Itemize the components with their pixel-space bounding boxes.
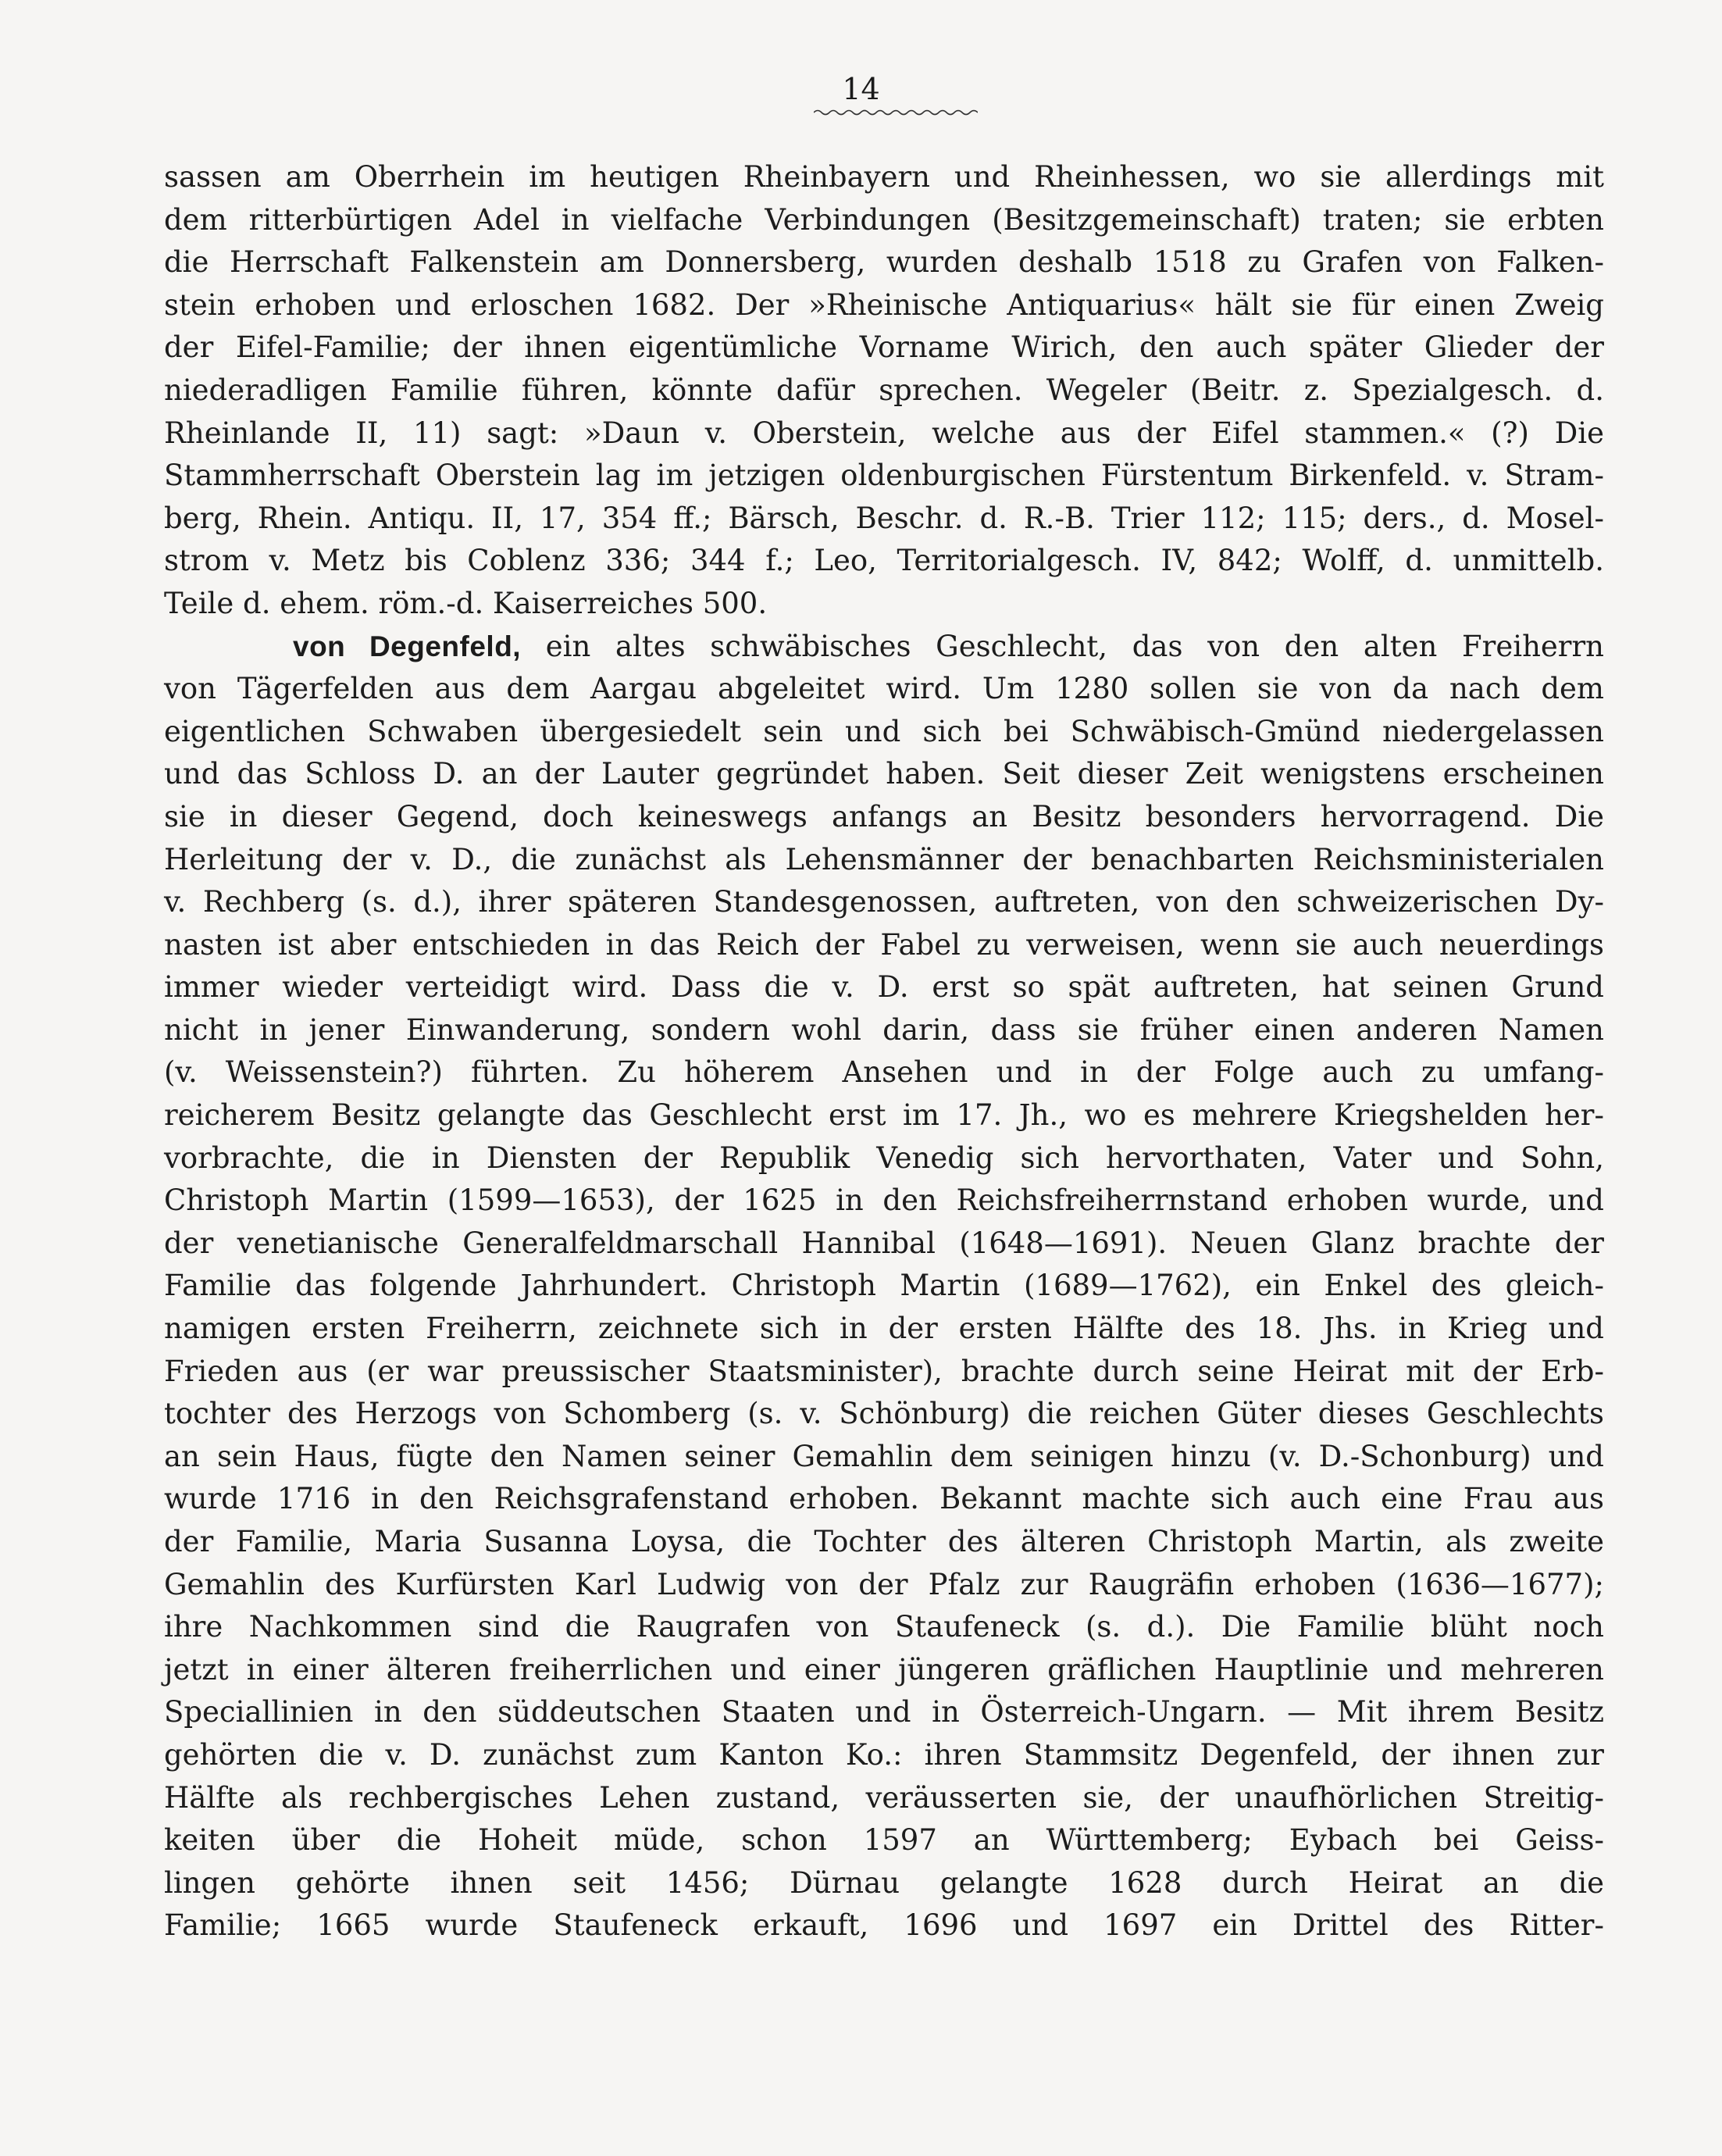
text-line: namigen ersten Freiherrn, zeichnete sich in der ersten Hälfte des 18. Jhs. in Krieg und — [164, 1312, 1604, 1346]
text-line: und das Schloss D. an der Lauter gegründet haben. Seit dieser Zeit wenigstens erscheinen — [164, 757, 1604, 791]
text-line: die Herrschaft Falkenstein am Donnersberg, wurden deshalb 1518 zu Grafen von Falken- — [164, 245, 1604, 280]
text-line: jetzt in einer älteren freiherrlichen und einer jüngeren gräflichen Hauptlinie und mehreren — [164, 1652, 1604, 1687]
text-line: dem ritterbürtigen Adel in vielfache Verbindungen (Besitzgemeinschaft) traten; sie erbten — [164, 202, 1604, 237]
entry-first-line — [164, 626, 1604, 669]
text-line: Hälfte als rechbergisches Lehen zustand, veräusserten sie, der unaufhörlichen Streitig- — [164, 1780, 1604, 1815]
text-line: Herleitung der v. D., die zunächst als Lehensmänner der benachbarten Reichsministerialen — [164, 842, 1604, 876]
text-line: Frieden aus (er war preussischer Staatsminister), brachte durch seine Heirat mit der Erb- — [164, 1354, 1604, 1388]
page-number: 14 — [842, 72, 880, 106]
entry-lemma: von Degenfeld, — [293, 630, 522, 662]
text-line: sassen am Oberrhein im heutigen Rheinbayern und Rheinhessen, wo sie allerdings mit — [164, 160, 1604, 194]
page-number-wavy-rule — [814, 108, 978, 117]
text-line: nasten ist aber entschieden in das Reich der Fabel zu verweisen, wenn sie auch neuerdings — [164, 927, 1604, 962]
text-line: stein erhoben und erloschen 1682. Der »Rheinische Antiquarius« hält sie für einen Zweig — [164, 287, 1604, 322]
text-line: reicherem Besitz gelangte das Geschlecht erst im 17. Jh., wo es mehrere Kriegshelden her- — [164, 1098, 1604, 1133]
text-line: v. Rechberg (s. d.), ihrer späteren Standesgenossen, auftreten, von den schweizerischen Dy- — [164, 885, 1604, 919]
body-text — [164, 156, 1604, 1947]
text-line: berg, Rhein. Antiqu. II, 17, 354 ff.; Bärsch, Beschr. d. R.-B. Trier 112; 115; ders., d. Mosel- — [164, 501, 1604, 535]
text-line: tochter des Herzogs von Schomberg (s. v. Schönburg) die reichen Güter dieses Geschlechts — [164, 1397, 1604, 1431]
text-line: keiten über die Hoheit müde, schon 1597 an Württemberg; Eybach bei Geiss- — [164, 1823, 1604, 1858]
text-line: Christoph Martin (1599—1653), der 1625 in den Reichsfreiherrnstand erhoben wurde, und — [164, 1183, 1604, 1218]
text-line: von Tägerfelden aus dem Aargau abgeleitet wird. Um 1280 sollen sie von da nach dem — [164, 672, 1604, 706]
text-line: Teile d. ehem. röm.-d. Kaiserreiches 500. — [164, 586, 768, 620]
text-line: Familie; 1665 wurde Staufeneck erkauft, 1696 und 1697 ein Drittel des Ritter- — [164, 1908, 1604, 1943]
text-line: nicht in jener Einwanderung, sondern wohl darin, dass sie früher einen anderen Namen — [164, 1012, 1604, 1047]
text-line: strom v. Metz bis Coblenz 336; 344 f.; Leo, Territorialgesch. IV, 842; Wolff, d. unmittelb. — [164, 544, 1604, 578]
text-line: Rheinlande II, 11) sagt: »Daun v. Oberstein, welche aus der Eifel stammen.« (?) Die — [164, 416, 1604, 450]
text-line: Stammherrschaft Oberstein lag im jetzigen oldenburgischen Fürstentum Birkenfeld. v. Stram- — [164, 459, 1604, 493]
text-line: immer wieder verteidigt wird. Dass die v. D. erst so spät auftreten, hat seinen Grund — [164, 970, 1604, 1005]
text-line: (v. Weissenstein?) führten. Zu höherem Ansehen und in der Folge auch zu umfang- — [164, 1055, 1604, 1090]
text-line: an sein Haus, fügte den Namen seiner Gemahlin dem seinigen hinzu (v. D.-Schonburg) und — [164, 1439, 1604, 1473]
text-line: Speciallinien in den süddeutschen Staaten und in Österreich-Ungarn. — Mit ihrem Besitz — [164, 1695, 1604, 1729]
text-line: Gemahlin des Kurfürsten Karl Ludwig von der Pfalz zur Raugräfin erhoben (1636—1677); — [164, 1567, 1604, 1601]
text-line: wurde 1716 in den Reichsgrafenstand erhoben. Bekannt machte sich auch eine Frau aus — [164, 1482, 1604, 1516]
text-line: vorbrachte, die in Diensten der Republik Venedig sich hervorthaten, Vater und Sohn, — [164, 1140, 1604, 1175]
text-line: der Familie, Maria Susanna Loysa, die Tochter des älteren Christoph Martin, als zweite — [164, 1525, 1604, 1558]
text-line: der venetianische Generalfeldmarschall Hannibal (1648—1691). Neuen Glanz brachte der — [164, 1226, 1604, 1260]
text-line: eigentlichen Schwaben übergesiedelt sein und sich bei Schwäbisch-Gmünd niedergelassen — [164, 714, 1604, 748]
text-line: Familie das folgende Jahrhundert. Christoph Martin (1689—1762), ein Enkel des gleich- — [164, 1269, 1604, 1303]
text-line: der Eifel-Familie; der ihnen eigentümliche Vorname Wirich, den auch später Glieder der — [164, 330, 1604, 365]
text-line: sie in dieser Gegend, doch keineswegs anfangs an Besitz besonders hervorragend. Die — [164, 799, 1604, 833]
entry-first-line-text: ein altes schwäbisches Geschlecht, das von den alten Freiherrn — [545, 629, 1604, 663]
text-line: ihre Nachkommen sind die Raugrafen von Staufeneck (s. d.). Die Familie blüht noch — [164, 1610, 1604, 1644]
text-line: lingen gehörte ihnen seit 1456; Dürnau gelangte 1628 durch Heirat an die — [164, 1865, 1604, 1900]
text-line: gehörten die v. D. zunächst zum Kanton Ko.: ihren Stammsitz Degenfeld, der ihnen zur — [164, 1737, 1604, 1772]
text-line: niederadligen Familie führen, könnte dafür sprechen. Wegeler (Beitr. z. Spezialgesch. d. — [164, 373, 1604, 407]
